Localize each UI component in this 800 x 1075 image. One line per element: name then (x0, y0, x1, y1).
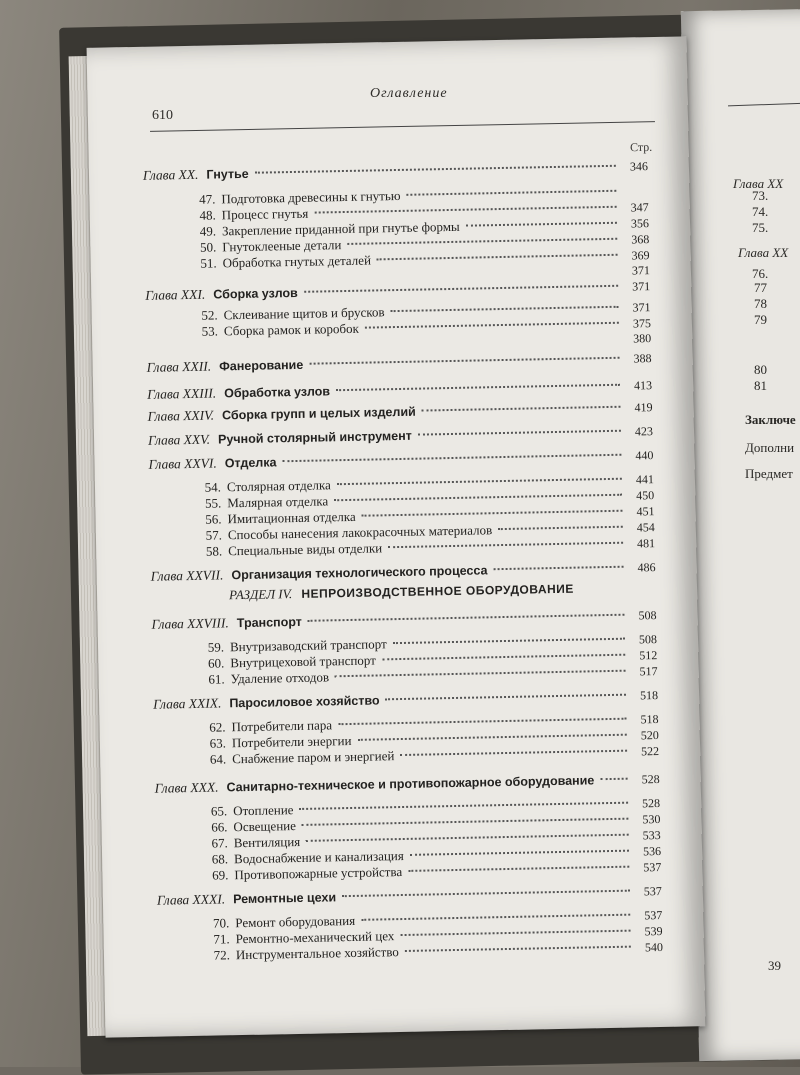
leader-dots (406, 190, 616, 196)
right-page-fragment: 81 (754, 378, 767, 394)
page-number: 610 (152, 108, 173, 124)
section-title: Ремонт оборудования (235, 913, 355, 931)
leader-dots (400, 930, 630, 936)
section-title: Отопление (233, 802, 294, 819)
chapter-label: Глава XXVI. (148, 456, 217, 473)
page-ref: 512 (631, 648, 657, 663)
section-number: 62. (199, 719, 225, 735)
page-ref: 536 (635, 844, 661, 859)
section-number: 66. (201, 819, 227, 835)
page-ref: 356 (623, 216, 649, 231)
page-ref: 522 (633, 744, 659, 759)
section-number: 58. (196, 543, 222, 559)
leader-dots (299, 802, 628, 810)
right-page-fragment: Дополни (745, 440, 794, 456)
page-ref: 533 (635, 828, 661, 843)
part-label: РАЗДЕЛ IV. (229, 586, 292, 602)
page-ref: 530 (634, 812, 660, 827)
chapter-title: Санитарно-техническое и противопожарное оборудование (226, 773, 594, 794)
section-number: 70. (203, 915, 229, 931)
leader-dots (388, 542, 623, 549)
chapter-label: Глава XXXI. (157, 891, 226, 908)
right-page-fragment: Глава XX (738, 245, 788, 261)
section-title: Инструментальное хозяйство (236, 944, 399, 963)
section-number: 71. (203, 931, 229, 947)
page-ref: 540 (637, 940, 663, 955)
right-page-fragment: 74. (752, 204, 768, 220)
leader-dots (309, 357, 619, 365)
page-ref: 528 (634, 772, 660, 787)
chapter-title: Организация технологического процесса (231, 563, 487, 582)
section-title: Удаление отходов (230, 669, 329, 687)
leader-dots (361, 914, 630, 921)
section-number: 64. (200, 751, 226, 767)
page-ref: 486 (629, 560, 655, 575)
section-title: Ремонтно-механический цех (235, 928, 394, 947)
section-number: 65. (201, 803, 227, 819)
section-number: 68. (202, 851, 228, 867)
running-header: Оглавление (370, 86, 448, 102)
section-title: Противопожарные устройства (234, 864, 402, 883)
page-ref: 539 (636, 924, 662, 939)
toc-chapter-row (155, 771, 660, 797)
right-page-fragment: 79 (754, 312, 767, 328)
leader-dots (493, 566, 623, 570)
chapter-title: Отделка (225, 455, 277, 470)
section-number: 56. (195, 511, 221, 527)
page-ref: 441 (628, 472, 654, 487)
leader-dots (304, 285, 618, 293)
section-number: 55. (195, 495, 221, 511)
leader-dots (393, 638, 625, 644)
part-heading (229, 581, 574, 604)
section-title: Освещение (233, 818, 296, 835)
section-number: 61. (198, 671, 224, 687)
section-title: Обработка гнутых деталей (223, 253, 372, 272)
page-ref: 419 (626, 400, 652, 415)
chapter-title: Сборка узлов (213, 286, 298, 302)
page-ref: 371 (624, 300, 650, 315)
leader-dots (382, 654, 625, 661)
chapter-label: Глава XX. (143, 167, 199, 184)
right-page-fragment: Заключе (745, 412, 796, 428)
leader-dots (410, 850, 629, 856)
leader-dots (306, 834, 629, 842)
page-ref: 481 (629, 536, 655, 551)
section-title: Специальные виды отделки (228, 540, 382, 559)
section-number: 48. (190, 207, 216, 223)
page-ref: 518 (632, 712, 658, 727)
section-title: Подготовка древесины к гнутью (221, 188, 400, 207)
chapter-title: Обработка узлов (224, 384, 330, 400)
toc-chapter-row (147, 399, 652, 425)
page-ref: 368 (623, 232, 649, 247)
section-number: 53. (192, 323, 218, 339)
right-page-fragment: 80 (754, 362, 767, 378)
page-ref: 413 (626, 378, 652, 393)
page-ref: 346 (622, 159, 648, 174)
chapter-title: Ручной столярный инструмент (218, 429, 412, 447)
section-number: 60. (198, 655, 224, 671)
section-number: 67. (202, 835, 228, 851)
leader-dots (342, 890, 630, 898)
section-number: 63. (200, 735, 226, 751)
chapter-label: Глава XXIII. (147, 386, 216, 403)
page-ref: 369 (623, 248, 649, 263)
page-ref: 517 (631, 664, 657, 679)
section-number: 57. (196, 527, 222, 543)
right-page-fragment: 73. (752, 188, 768, 204)
leader-dots (338, 718, 626, 726)
chapter-label: Глава XXV. (148, 432, 210, 449)
leader-dots (308, 614, 625, 622)
leader-dots (255, 165, 616, 174)
leader-dots (600, 778, 627, 781)
page-ref: 508 (631, 632, 657, 647)
leader-dots (347, 238, 617, 245)
page-ref: 347 (623, 200, 649, 215)
page-ref: 454 (629, 520, 655, 535)
section-number: 51. (191, 255, 217, 271)
section-title: Снабжение паром и энергией (232, 748, 394, 767)
leader-dots (337, 478, 622, 485)
page-ref: 518 (632, 688, 658, 703)
toc-chapter-row (148, 447, 653, 473)
toc-chapter-row (151, 607, 656, 633)
chapter-label: Глава XXX. (155, 780, 219, 797)
leader-dots (377, 254, 618, 261)
page-ref: 375 (625, 316, 651, 331)
chapter-title: Фанерование (219, 358, 303, 374)
section-number: 54. (195, 479, 221, 495)
page-ref: 450 (628, 488, 654, 503)
chapter-title: Транспорт (237, 615, 302, 630)
leader-dots (357, 734, 626, 741)
right-page-fragment: Глава XX (733, 176, 783, 192)
section-number: 52. (192, 307, 218, 323)
leader-dots (362, 510, 623, 517)
page-ref: 451 (628, 504, 654, 519)
page-column-label: Стр. (630, 140, 653, 155)
page-ref: 371 (624, 263, 650, 278)
leader-dots (422, 406, 621, 412)
section-title: Внутризаводский транспорт (230, 636, 387, 655)
section-title: Водоснабжение и канализация (234, 848, 404, 867)
page-ref: 537 (635, 860, 661, 875)
section-title: Малярная отделка (227, 493, 328, 511)
leader-dots (314, 206, 616, 214)
chapter-label: Глава XXIV. (147, 408, 214, 425)
right-page-fragment: 76. (752, 266, 768, 282)
chapter-label: Глава XXIX. (153, 695, 222, 712)
leader-dots (405, 946, 631, 952)
chapter-label: Глава XXVII. (151, 567, 224, 584)
leader-dots (335, 670, 626, 678)
leader-dots (334, 494, 622, 502)
leader-dots (365, 322, 619, 329)
part-title: НЕПРОИЗВОДСТВЕННОЕ ОБОРУДОВАНИЕ (301, 582, 574, 601)
page-ref: 440 (627, 448, 653, 463)
right-page-fragment: 78 (754, 296, 767, 312)
chapter-label: Глава XXII. (146, 359, 211, 376)
section-number: 50. (190, 239, 216, 255)
page-ref: 520 (633, 728, 659, 743)
section-title: Сборка рамок и коробок (224, 321, 359, 340)
section-title: Внутрицеховой транспорт (230, 652, 376, 671)
right-page-fragment: 75. (752, 220, 768, 236)
page-ref: 371 (624, 279, 650, 294)
section-title: Имитационная отделка (227, 509, 355, 527)
leader-dots (302, 818, 629, 826)
page-ref: 508 (630, 608, 656, 623)
page-ref: 537 (636, 884, 662, 899)
chapter-title: Гнутье (206, 167, 248, 182)
section-number: 59. (198, 639, 224, 655)
page-ref: 380 (625, 331, 651, 346)
leader-dots (408, 866, 629, 872)
chapter-label: Глава XXI. (145, 287, 205, 304)
leader-dots (282, 454, 621, 463)
leader-dots (466, 222, 617, 227)
right-page-fragment: 77 (754, 280, 767, 296)
toc-chapter-row (157, 883, 662, 909)
leader-dots (498, 526, 623, 530)
toc-chapter-row (147, 377, 652, 403)
section-title: Гнутоклееные детали (222, 237, 341, 255)
section-title: Закрепление приданной при гнутье формы (222, 219, 460, 240)
chapter-title: Ремонтные цехи (233, 890, 336, 906)
section-title: Способы нанесения лакокрасочных материалов (228, 522, 493, 543)
page-ref: 528 (634, 796, 660, 811)
chapter-title: Сборка групп и целых изделий (222, 405, 416, 423)
right-page-fragment: Предмет (745, 466, 793, 482)
page-ref: 537 (636, 908, 662, 923)
section-number: 47. (189, 191, 215, 207)
leader-dots (386, 694, 627, 701)
leader-dots (391, 306, 619, 312)
section-title: Склеивание щитов и брусков (224, 304, 385, 323)
section-title: Потребители пара (231, 717, 332, 735)
leader-dots (400, 750, 627, 756)
chapter-label: Глава XXVIII. (151, 615, 229, 632)
page-ref: 388 (625, 351, 651, 366)
page-ref: 423 (627, 424, 653, 439)
leader-dots (336, 384, 620, 391)
toc-chapter-row (151, 559, 656, 585)
section-number: 69. (202, 867, 228, 883)
section-title: Вентиляция (234, 834, 301, 851)
toc-chapter-row (153, 687, 658, 713)
section-title: Потребители энергии (232, 733, 352, 751)
section-title: Столярная отделка (227, 477, 331, 495)
section-number: 49. (190, 223, 216, 239)
toc-chapter-row (148, 423, 653, 449)
right-page-fragment: 39 (768, 958, 781, 974)
toc-chapter-row (143, 158, 648, 184)
chapter-title: Паросиловое хозяйство (229, 693, 379, 710)
section-number: 72. (204, 947, 230, 963)
leader-dots (418, 430, 621, 436)
section-title: Процесс гнутья (222, 206, 309, 224)
